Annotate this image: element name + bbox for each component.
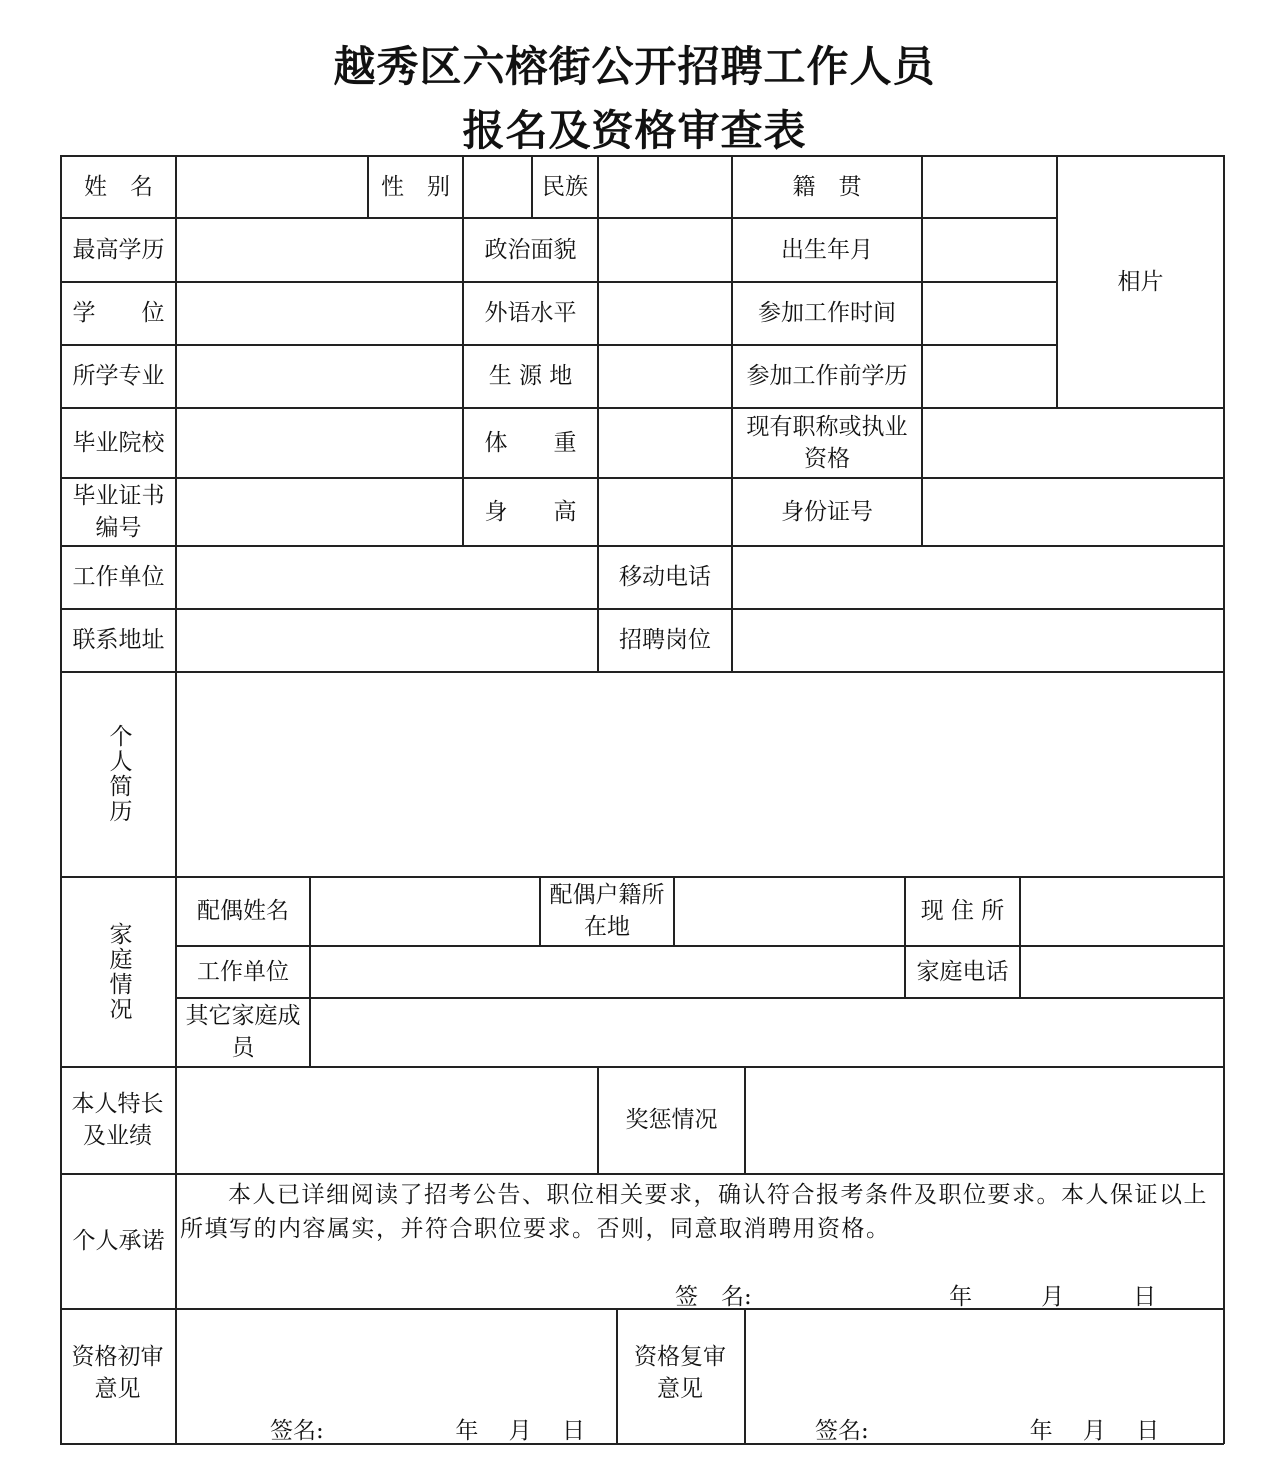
form-title-line1: 越秀区六榕街公开招聘工作人员 [333,42,936,91]
mobile-field[interactable] [733,547,1222,607]
label-residence: 现 住 所 [920,898,1005,924]
degree-field[interactable] [177,283,461,343]
label-address: 联系地址 [72,627,165,653]
label-cert-no: 毕业证书编号 [72,482,165,541]
form-title-line2: 报名及资格审查表 [462,106,807,155]
label-other-family: 其它家庭成员 [185,1003,301,1061]
language-field[interactable] [599,283,730,343]
label-family: 家庭情况 [105,921,132,1022]
label-pledge: 个人承诺 [72,1228,165,1254]
gender-field[interactable] [464,157,530,216]
label-second-review: 资格复审意见 [634,1344,726,1402]
birth-field[interactable] [923,219,1055,280]
spouse-employer-field[interactable] [311,947,903,996]
label-resume: 个人简历 [105,724,132,824]
label-employer: 工作单位 [72,564,165,590]
major-field[interactable] [177,346,461,406]
label-home-phone: 家庭电话 [916,958,1009,985]
address-field[interactable] [177,610,596,670]
label-skills: 本人特长及业绩 [71,1091,164,1149]
label-position: 招聘岗位 [619,627,711,653]
ethnicity-field[interactable] [599,157,730,216]
resume-field[interactable] [177,673,1222,875]
id-no-field[interactable] [923,479,1222,544]
first-review-signature-line[interactable]: 签名: 年 月 日 [270,1418,585,1444]
employer-field[interactable] [177,547,596,607]
spouse-hukou-field[interactable] [675,878,903,944]
label-education: 最高学历 [72,236,165,263]
label-origin: 生 源 地 [488,363,573,389]
label-school: 毕业院校 [72,429,165,456]
rewards-field[interactable] [746,1068,1222,1172]
label-spouse-employer: 工作单位 [197,958,289,985]
label-mobile: 移动电话 [619,564,711,590]
cert-no-field[interactable] [177,479,461,544]
pledge-text: 本人已详细阅读了招考公告、职位相关要求，确认符合报考条件及职位要求。本人保证以上所填写的内容属实，并符合职位要求。否则，同意取消聘用资格。 [180,1182,1208,1242]
second-review-signature-line[interactable]: 签名: 年 月 日 [815,1418,1160,1444]
home-phone-field[interactable] [1021,947,1222,996]
label-title-cert: 现有职称或执业资格 [746,413,908,472]
label-photo[interactable]: 相片 [1117,269,1164,295]
name-field[interactable] [177,157,366,216]
label-height: 身 高 [484,498,577,525]
spouse-name-field[interactable] [311,878,538,944]
label-pre-edu: 参加工作前学历 [746,363,908,389]
label-spouse-hukou: 配偶户籍所在地 [549,882,665,940]
label-language: 外语水平 [484,300,577,326]
pledge-signature-line[interactable]: 签 名: 年 月 日 [675,1284,1157,1310]
label-name: 姓 名 [84,173,153,200]
political-field[interactable] [599,219,730,280]
native-place-field[interactable] [923,157,1055,216]
weight-field[interactable] [599,409,730,476]
label-id-no: 身份证号 [781,498,873,525]
residence-field[interactable] [1021,878,1222,944]
label-work-start: 参加工作时间 [758,300,896,326]
height-field[interactable] [599,479,730,544]
work-start-field[interactable] [923,283,1055,343]
label-major: 所学专业 [72,363,165,389]
label-birth: 出生年月 [781,236,873,263]
label-ethnicity: 民族 [542,173,588,200]
label-first-review: 资格初审意见 [71,1344,164,1402]
label-weight: 体 重 [484,429,577,456]
skills-field[interactable] [177,1068,596,1172]
title-cert-field[interactable] [923,409,1222,476]
school-field[interactable] [177,409,461,476]
origin-field[interactable] [599,346,730,406]
position-field[interactable] [733,610,1222,670]
label-gender: 性 别 [381,173,450,200]
label-rewards: 奖惩情况 [625,1107,718,1133]
other-family-field[interactable] [311,999,1222,1065]
label-native-place: 籍 贯 [792,173,862,200]
education-field[interactable] [177,219,461,280]
label-political: 政治面貌 [484,236,577,263]
label-degree: 学 位 [72,300,165,326]
label-spouse-name: 配偶姓名 [197,898,289,924]
pre-edu-field[interactable] [923,346,1055,406]
